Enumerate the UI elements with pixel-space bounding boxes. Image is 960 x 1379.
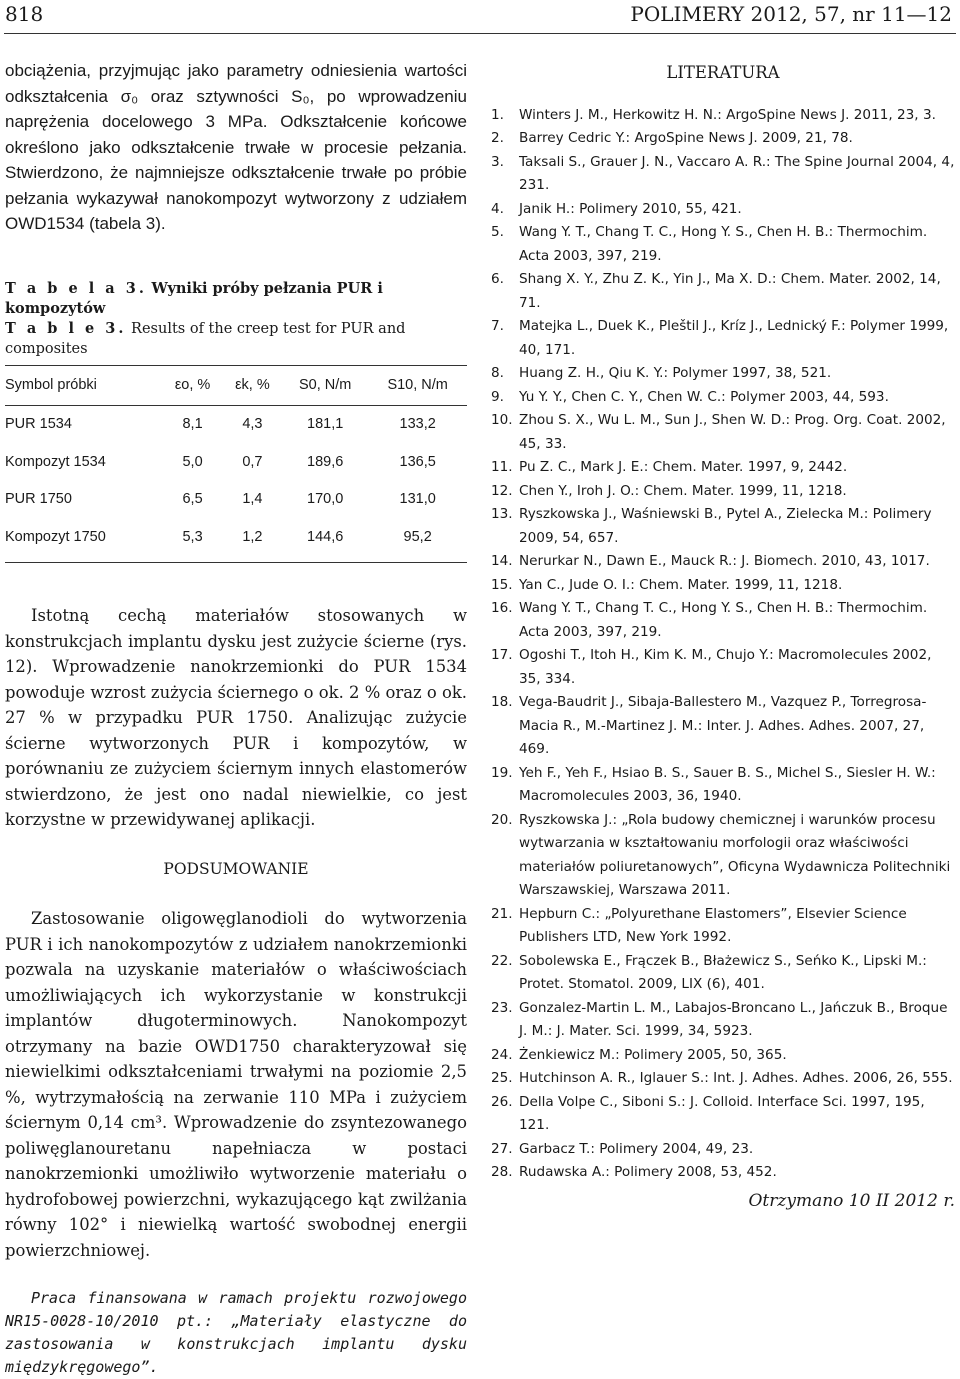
reference-text: Ryszkowska J.: „Rola budowy chemicznej i warunków procesu wytwarzania w kształtowaniu morfologii oraz właściwości materiałów poliuretanowych”, Oficyna Wydawnicza Politechniki Warszawskiej, Warszawa 2011. <box>519 811 951 898</box>
reference-text: Matejka L., Duek K., Pleštil J., Kríz J., Lednický F.: Polymer 1999, 40, 171. <box>519 318 949 358</box>
reference-number: 7. <box>491 318 504 334</box>
table-caption-en-label: T a b l e 3. <box>5 319 127 337</box>
table-cell: 8,1 <box>182 416 203 432</box>
table-row <box>5 444 467 482</box>
reference-number: 13. <box>491 506 513 522</box>
paragraph-creep-results: obciążenia, przyjmując jako parametry odniesienia wartości odkształcenia σ₀ oraz sztywności S₀, po wprowadzeniu naprężenia docelowego 3 MPa. Odkształcenie końcowe określono jako odkształcenie trwałe w procesie pełzania. Stwierdzono, że najmniejsze odkształcenie trwałe po próbie pełzania wykazywał nanokompozyt wytworzony z udziałem OWD1534 (tabela 3). <box>5 61 467 233</box>
reference-item <box>491 597 955 644</box>
reference-item <box>491 127 955 151</box>
table-row <box>5 519 467 563</box>
reference-item <box>491 104 955 128</box>
reference-text: Yeh F., Yeh F., Hsiao B. S., Sauer B. S., Michel S., Siesler H. W.: Macromolecules 2003, 36, 1940. <box>519 764 936 804</box>
table-cell: 1,2 <box>223 519 282 563</box>
reference-item <box>491 1161 955 1185</box>
references-title: LITERATURA <box>666 63 780 82</box>
table-caption-en <box>5 319 467 359</box>
reference-number: 18. <box>491 694 513 710</box>
reference-item <box>491 409 955 456</box>
reference-item <box>491 762 955 809</box>
reference-text: Hepburn C.: „Polyurethane Elastomers”, Elsevier Science Publishers LTD, New York 1992. <box>519 905 907 945</box>
reference-number: 2. <box>491 130 504 146</box>
table-cell: 131,0 <box>399 491 436 507</box>
reference-text: Hutchinson A. R., Iglauer S.: Int. J. Adhes. Adhes. 2006, 26, 555. <box>519 1070 953 1086</box>
reference-item <box>491 221 955 268</box>
reference-number: 27. <box>491 1140 513 1157</box>
reference-number: 15. <box>491 576 513 593</box>
table-cell: 136,5 <box>399 453 436 470</box>
reference-text: Sobolewska E., Frączek B., Błażewicz S., Seńko K., Lipski M.: Protet. Stomatol. 2009, LIX (6), 401. <box>519 952 927 992</box>
reference-number: 26. <box>491 1093 513 1110</box>
reference-text: Yu Y. Y., Chen C. Y., Chen W. C.: Polymer 2003, 44, 593. <box>519 388 889 405</box>
table-cell: 95,2 <box>368 519 467 563</box>
reference-item <box>491 315 955 362</box>
table-cell: Kompozyt 1534 <box>5 453 106 470</box>
table-cell: 0,7 <box>242 453 263 470</box>
table-header-cell: S0, N/m <box>282 365 368 406</box>
reference-number: 10. <box>491 412 513 428</box>
reference-item <box>491 691 955 762</box>
table-header-cell: εo, % <box>162 365 222 406</box>
reference-number: 23. <box>491 999 513 1016</box>
reference-item <box>491 574 955 598</box>
reference-text: Della Volpe C., Siboni S.: J. Colloid. Interface Sci. 1997, 195, 121. <box>519 1093 925 1133</box>
reference-text: Janik H.: Polimery 2010, 55, 421. <box>519 200 742 217</box>
reference-text: Pu Z. C., Mark J. E.: Chem. Mater. 1997, 9, 2442. <box>519 459 848 475</box>
reference-number: 28. <box>491 1164 513 1180</box>
reference-text: Gonzalez-Martin L. M., Labajos-Broncano L., Jańczuk B., Broque J. M.: J. Mater. Sci. 1999, 34, 5923. <box>519 999 948 1039</box>
reference-text: Chen Y., Iroh J. O.: Chem. Mater. 1999, 11, 1218. <box>519 482 847 499</box>
reference-number: 12. <box>491 482 513 499</box>
left-column <box>5 58 467 1379</box>
reference-number: 3. <box>491 153 504 170</box>
table-caption <box>5 279 467 359</box>
reference-number: 22. <box>491 952 513 969</box>
page-number: 818 <box>5 2 44 26</box>
table-row <box>5 481 467 519</box>
table-cell: 6,5 <box>182 491 203 507</box>
reference-number: 8. <box>491 365 504 381</box>
reference-item <box>491 1067 955 1091</box>
reference-item <box>491 1138 955 1162</box>
table-cell: 189,6 <box>307 453 344 470</box>
table-header-cell: S10, N/m <box>368 365 467 406</box>
table-cell: 144,6 <box>282 519 368 563</box>
creep-results-table <box>5 365 467 564</box>
right-column <box>491 60 955 1214</box>
reference-item <box>491 950 955 997</box>
table-cell: 4,3 <box>242 416 263 432</box>
reference-text: Winters J. M., Herkowitz H. N.: ArgoSpine News J. 2011, 23, 3. <box>519 106 936 123</box>
header-rule <box>4 33 956 34</box>
table-cell: PUR 1750 <box>5 491 72 507</box>
table-header-cell: εk, % <box>223 365 282 406</box>
reference-text: Zhou S. X., Wu L. M., Sun J., Shen W. D.: Prog. Org. Coat. 2002, 45, 33. <box>519 412 946 452</box>
reference-text: Garbacz T.: Polimery 2004, 49, 23. <box>519 1140 754 1157</box>
reference-item <box>491 644 955 691</box>
paragraph-summary: Zastosowanie oligowęglanodioli do wytworzenia PUR i ich nanokompozytów z udziałem nanokrzemionki pozwala na uzyskanie materiałów o właściwościach umożliwiających ich wykorzystanie w konstrukcji implantów długoterminowych. Nanokompozyt otrzymany na bazie OWD1750 charakteryzował się niewielkimi odkształceniami trwałymi na poziomie 2,5 %, wytrzymałością na zerwanie 110 MPa i zużyciem ściernym 0,14 cm³. Wprowadzenie do zsyntezowanego poliwęglanouretanu napełniacza w postaci nanokrzemionki umożliwiło wytworzenie materiału o hydrofobowej powierzchni, wykazującego kąt zwilżania równy 102° i niewielką wartość swobodnej energii powierzchniowej. <box>5 909 467 1260</box>
reference-item <box>491 268 955 315</box>
reference-item <box>491 151 955 198</box>
table-cell: 1,4 <box>242 491 263 507</box>
reference-text: Wang Y. T., Chang T. C., Hong Y. S., Chen H. B.: Thermochim. Acta 2003, 397, 219. <box>519 600 928 640</box>
reference-text: Nerurkar N., Dawn E., Mauck R.: J. Biomech. 2010, 43, 1017. <box>519 553 930 569</box>
table-cell: Kompozyt 1750 <box>5 519 162 563</box>
reference-number: 20. <box>491 811 513 828</box>
reference-number: 16. <box>491 600 513 616</box>
reference-item <box>491 1091 955 1138</box>
table-caption-pl-text: Wyniki próby pełzania PUR i kompozytów <box>5 279 383 317</box>
reference-item <box>491 550 955 574</box>
table-cell: 5,0 <box>182 453 203 470</box>
reference-item <box>491 903 955 950</box>
reference-item <box>491 480 955 504</box>
reference-text: Barrey Cedric Y.: ArgoSpine News J. 2009, 21, 78. <box>519 130 853 146</box>
reference-number: 11. <box>491 459 513 475</box>
reference-text: Ogoshi T., Itoh H., Kim K. M., Chujo Y.: Macromolecules 2002, 35, 334. <box>519 647 932 687</box>
page-header <box>0 0 960 30</box>
reference-text: Vega-Baudrit J., Sibaja-Ballestero M., Vazquez P., Torregrosa-Macia R., M.-Martinez J. M.: Inter. J. Adhes. Adhes. 2007, 27, 469. <box>519 694 927 757</box>
table-caption-pl <box>5 279 467 319</box>
reference-text: Ryszkowska J., Waśniewski B., Pytel A., Zielecka M.: Polimery 2009, 54, 657. <box>519 506 932 546</box>
section-title-summary: PODSUMOWANIE <box>163 859 309 878</box>
reference-number: 21. <box>491 905 513 922</box>
reference-item <box>491 809 955 903</box>
table-cell: 170,0 <box>307 491 344 507</box>
reference-text: Shang X. Y., Zhu Z. K., Yin J., Ma X. D.: Chem. Mater. 2002, 14, 71. <box>519 271 941 311</box>
paragraph-abrasive-wear: Istotną cechą materiałów stosowanych w konstrukcjach implantu dysku jest zużycie ścierne (rys. 12). Wprowadzenie nanokrzemionki do PUR 1534 powoduje wzrost zużycia ściernego o ok. 2 % oraz o ok. 27 % w przypadku PUR 1750. Analizując zużycie ścierne wytworzonych PUR i kompozytów, w porównaniu ze zużyciem ściernym innych elastomerów stwierdzono, że jest ono nadal niewielkie, co jest korzystne w przewidywanej aplikacji. <box>5 606 467 829</box>
table-cell: 5,3 <box>162 519 222 563</box>
table-cell: 133,2 <box>399 416 436 432</box>
table-caption-en-text: Results of the creep test for PUR and composites <box>5 320 406 357</box>
received-date: Otrzymano 10 II 2012 r. <box>748 1190 955 1211</box>
table-cell: PUR 1534 <box>5 416 72 432</box>
reference-text: Huang Z. H., Qiu K. Y.: Polymer 1997, 38, 521. <box>519 365 832 381</box>
reference-number: 24. <box>491 1046 513 1063</box>
reference-item <box>491 386 955 410</box>
table-caption-pl-label: T a b e l a 3. <box>5 279 147 297</box>
reference-item <box>491 503 955 550</box>
references-list <box>491 104 955 1185</box>
journal-name: POLIMERY 2012, 57, nr 11—12 <box>630 2 952 26</box>
reference-item <box>491 1044 955 1068</box>
table-header-cell: Symbol próbki <box>5 365 162 406</box>
reference-number: 25. <box>491 1070 513 1086</box>
reference-number: 5. <box>491 224 504 240</box>
reference-text: Żenkiewicz M.: Polimery 2005, 50, 365. <box>519 1046 787 1063</box>
reference-item <box>491 456 955 480</box>
reference-text: Yan C., Jude O. I.: Chem. Mater. 1999, 11, 1218. <box>519 576 843 593</box>
table-row <box>5 406 467 444</box>
reference-number: 14. <box>491 553 513 569</box>
reference-item <box>491 362 955 386</box>
reference-text: Taksali S., Grauer J. N., Vaccaro A. R.: The Spine Journal 2004, 4, 231. <box>519 153 955 193</box>
reference-item <box>491 997 955 1044</box>
acknowledgement: Praca finansowana w ramach projektu rozwojowego NR15-0028-10/2010 pt.: „Materiały elastyczne do zastosowania w konstrukcjach implantu dysku międzykręgowego”. <box>5 1289 467 1376</box>
table-header-row <box>5 365 467 406</box>
reference-number: 17. <box>491 647 513 663</box>
reference-text: Rudawska A.: Polimery 2008, 53, 452. <box>519 1164 777 1180</box>
reference-item <box>491 198 955 222</box>
reference-number: 19. <box>491 764 513 781</box>
reference-number: 6. <box>491 271 504 287</box>
reference-number: 1. <box>491 106 504 123</box>
table-cell: 181,1 <box>307 416 344 432</box>
reference-number: 4. <box>491 200 504 217</box>
reference-text: Wang Y. T., Chang T. C., Hong Y. S., Chen H. B.: Thermochim. Acta 2003, 397, 219. <box>519 224 928 264</box>
reference-number: 9. <box>491 388 504 405</box>
